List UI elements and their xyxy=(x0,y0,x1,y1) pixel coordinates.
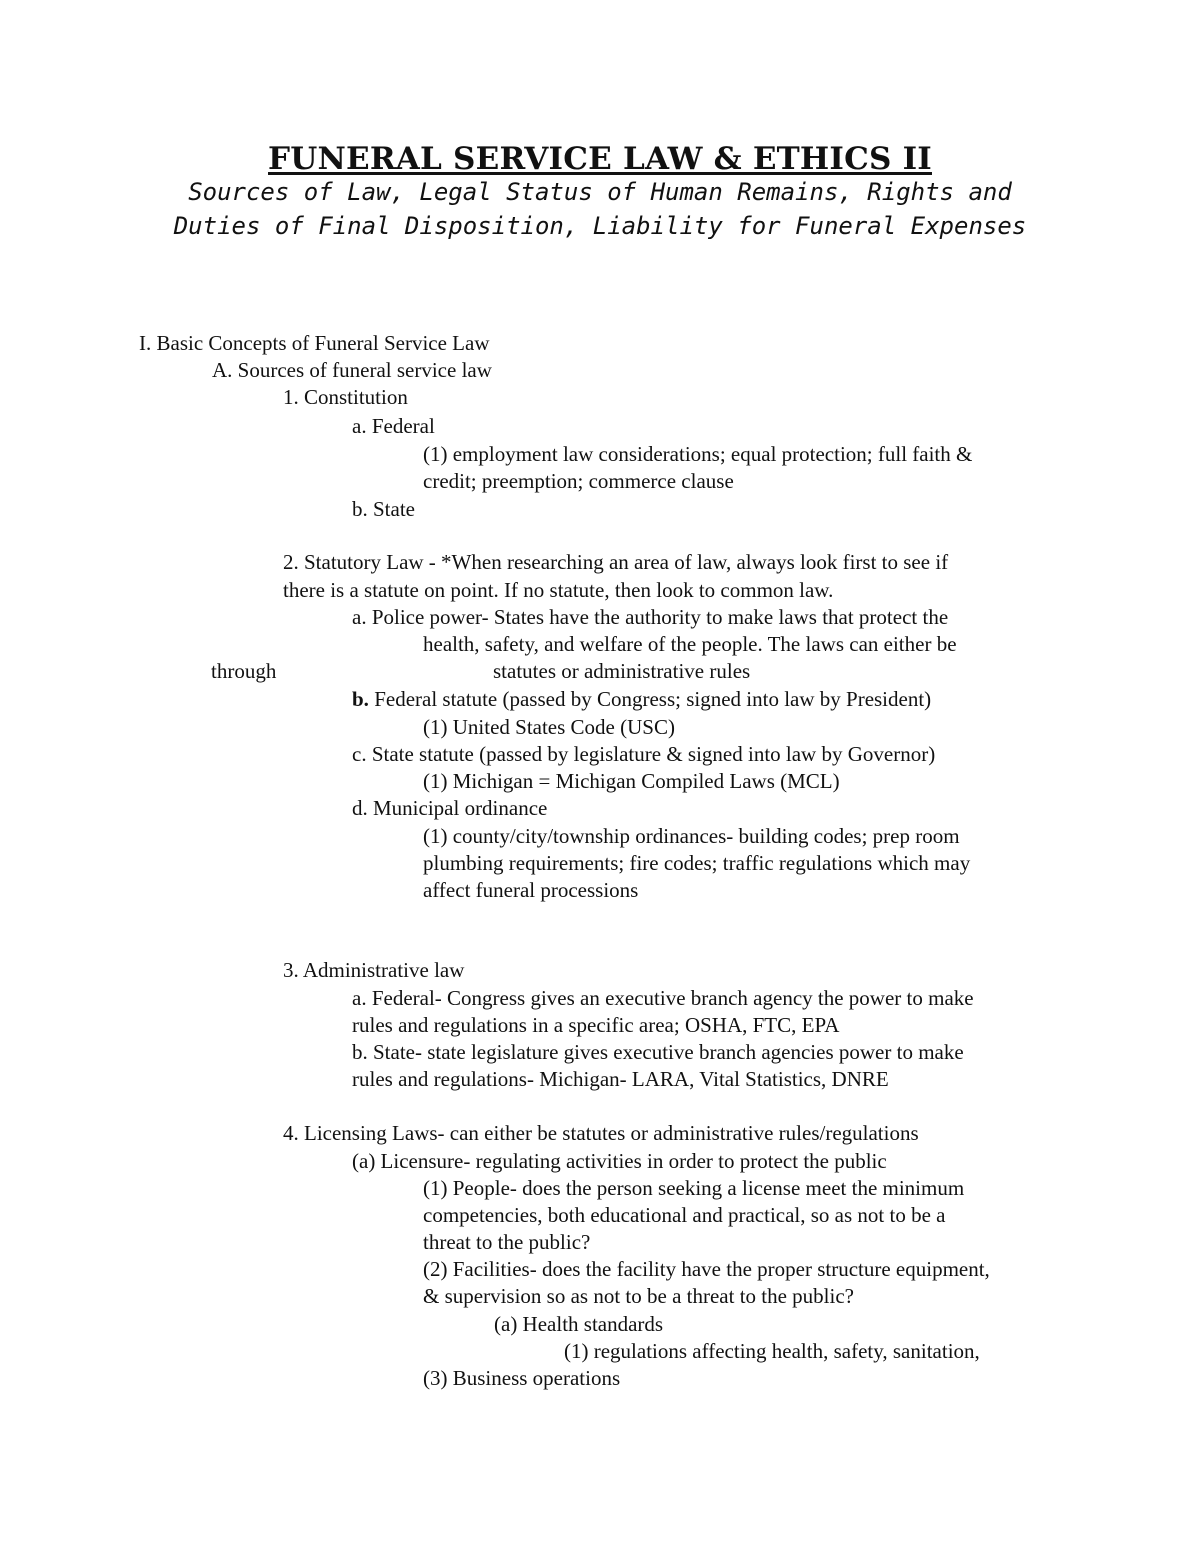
outline-text-line: competencies, both educational and practical, so as not to be a xyxy=(423,1203,946,1227)
outline-text-line: credit; preemption; commerce clause xyxy=(423,469,734,493)
document-subtitle-line-2: Duties of Final Disposition, Liability for Funeral Expenses xyxy=(173,212,1027,240)
outline-item-state-statute: c. State statute (passed by legislature & signed into law by Governor) xyxy=(352,742,936,766)
outline-text-line: Federal statute (passed by Congress; signed into law by President) xyxy=(368,687,932,711)
outline-item-admin-federal: a. Federal- Congress gives an executive branch agency the power to make xyxy=(352,986,974,1010)
outline-item-administrative-law: 3. Administrative law xyxy=(283,958,465,982)
outline-text-line: (1) Michigan = Michigan Compiled Laws (MCL) xyxy=(423,769,840,793)
outline-text-line: health, safety, and welfare of the people. The laws can either be xyxy=(423,632,957,656)
document-subtitle-line-1: Sources of Law, Legal Status of Human Remains, Rights and xyxy=(188,178,1012,206)
outline-item-statutory-law: 2. Statutory Law - *When researching an area of law, always look first to see if xyxy=(283,550,949,574)
document-title: FUNERAL SERVICE LAW & ETHICS II xyxy=(268,141,932,177)
outline-marker-b: b. xyxy=(352,687,369,711)
outline-item-constitution: 1. Constitution xyxy=(283,385,408,409)
outline-item-business-operations: (3) Business operations xyxy=(423,1366,621,1390)
outline-heading-i: I. Basic Concepts of Funeral Service Law xyxy=(139,331,490,355)
outline-item-federal: a. Federal xyxy=(352,414,435,438)
outline-text-line: plumbing requirements; fire codes; traffic regulations which may xyxy=(423,851,971,875)
outline-text-fragment: through xyxy=(211,659,277,683)
outline-item-admin-state: b. State- state legislature gives executive branch agencies power to make xyxy=(352,1040,964,1064)
outline-text-line: & supervision so as not to be a threat to the public? xyxy=(423,1284,854,1308)
outline-text-line: (1) employment law considerations; equal protection; full faith & xyxy=(423,442,973,466)
outline-item-state: b. State xyxy=(352,497,415,521)
outline-heading-a: A. Sources of funeral service law xyxy=(212,358,492,382)
outline-item-facilities: (2) Facilities- does the facility have the proper structure equipment, xyxy=(423,1257,990,1281)
outline-item-federal-statute xyxy=(352,686,931,712)
outline-text-line: there is a statute on point. If no statute, then look to common law. xyxy=(283,578,834,602)
outline-text-line: affect funeral processions xyxy=(423,878,639,902)
outline-text-line: (1) regulations affecting health, safety, sanitation, xyxy=(564,1339,980,1363)
outline-text-line: (1) county/city/township ordinances- building codes; prep room xyxy=(423,824,960,848)
outline-text-line: threat to the public? xyxy=(423,1230,591,1254)
outline-item-people: (1) People- does the person seeking a license meet the minimum xyxy=(423,1176,965,1200)
outline-text-line: statutes or administrative rules xyxy=(493,659,751,683)
outline-item-police-power: a. Police power- States have the authority to make laws that protect the xyxy=(352,605,949,629)
outline-item-licensure: (a) Licensure- regulating activities in order to protect the public xyxy=(352,1149,887,1173)
outline-text-line: rules and regulations- Michigan- LARA, Vital Statistics, DNRE xyxy=(352,1067,889,1091)
outline-text-line: rules and regulations in a specific area; OSHA, FTC, EPA xyxy=(352,1013,840,1037)
outline-item-licensing-laws: 4. Licensing Laws- can either be statutes or administrative rules/regulations xyxy=(283,1121,919,1145)
outline-item-health-standards: (a) Health standards xyxy=(494,1312,664,1336)
outline-item-municipal-ordinance: d. Municipal ordinance xyxy=(352,796,548,820)
outline-text-line: (1) United States Code (USC) xyxy=(423,715,675,739)
